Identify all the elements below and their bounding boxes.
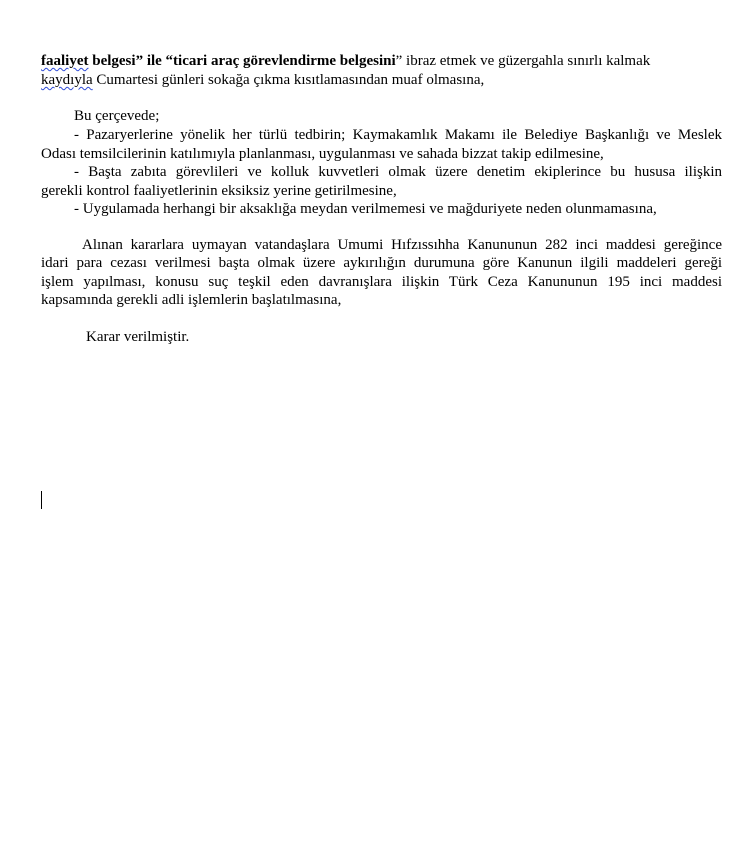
bullet-1-line-2: Odası temsilcilerinin katılımıyla planlanması, uygulanması ve sahada bizzat takip edilmesine, (41, 146, 604, 162)
paragraph-3-line-1: Alınan kararlara uymayan vatandaşlara Umumi Hıfzıssıhha Kanununun 282 inci maddesi gereğince (82, 237, 722, 253)
paragraph-3-line-2: idari para cezası verilmesi başta olmak üzere aykırılığın durumuna göre Kanunun ilgili maddeleri gereği (41, 255, 722, 271)
spellcheck-word[interactable]: faaliyet (41, 53, 89, 69)
bold-text: belgesi” ile “ticari araç görevlendirme belgesini (88, 53, 396, 69)
bullet-2-line-2: gerekli kontrol faaliyetlerinin eksiksiz yerine getirilmesine, (41, 183, 397, 199)
spellcheck-word[interactable]: kaydıyla (41, 72, 93, 88)
body-text: Cumartesi günleri sokağa çıkma kısıtlamasından muaf olmasına, (92, 72, 485, 88)
bullet-2-line-1: - Başta zabıta görevlileri ve kolluk kuvvetleri olmak üzere denetim ekiplerince bu hususa ilişkin (74, 164, 722, 180)
paragraph-2-intro: Bu çerçevede; (74, 108, 160, 124)
bullet-1-line-1: - Pazaryerlerine yönelik her türlü tedbirin; Kaymakamlık Makamı ile Belediye Başkanlığı ve Meslek (74, 127, 722, 143)
paragraph-1-line-2 (41, 71, 484, 90)
closing-line: Karar verilmiştir. (86, 329, 190, 345)
paragraph-3-line-4: kapsamında gerekli adli işlemlerin başlatılmasına, (41, 292, 342, 308)
paragraph-1-line-1 (41, 52, 650, 71)
body-text: ” ibraz etmek ve güzergahla sınırlı kalmak (395, 53, 651, 69)
text-cursor (41, 491, 42, 509)
paragraph-3-line-3: işlem yapılması, konusu suç teşkil eden davranışlara ilişkin Türk Ceza Kanununun 195 inci maddesi (41, 274, 722, 290)
bullet-3-line-1: - Uygulamada herhangi bir aksaklığa meydan verilmemesi ve mağduriyete neden olunmamasına, (74, 201, 657, 217)
